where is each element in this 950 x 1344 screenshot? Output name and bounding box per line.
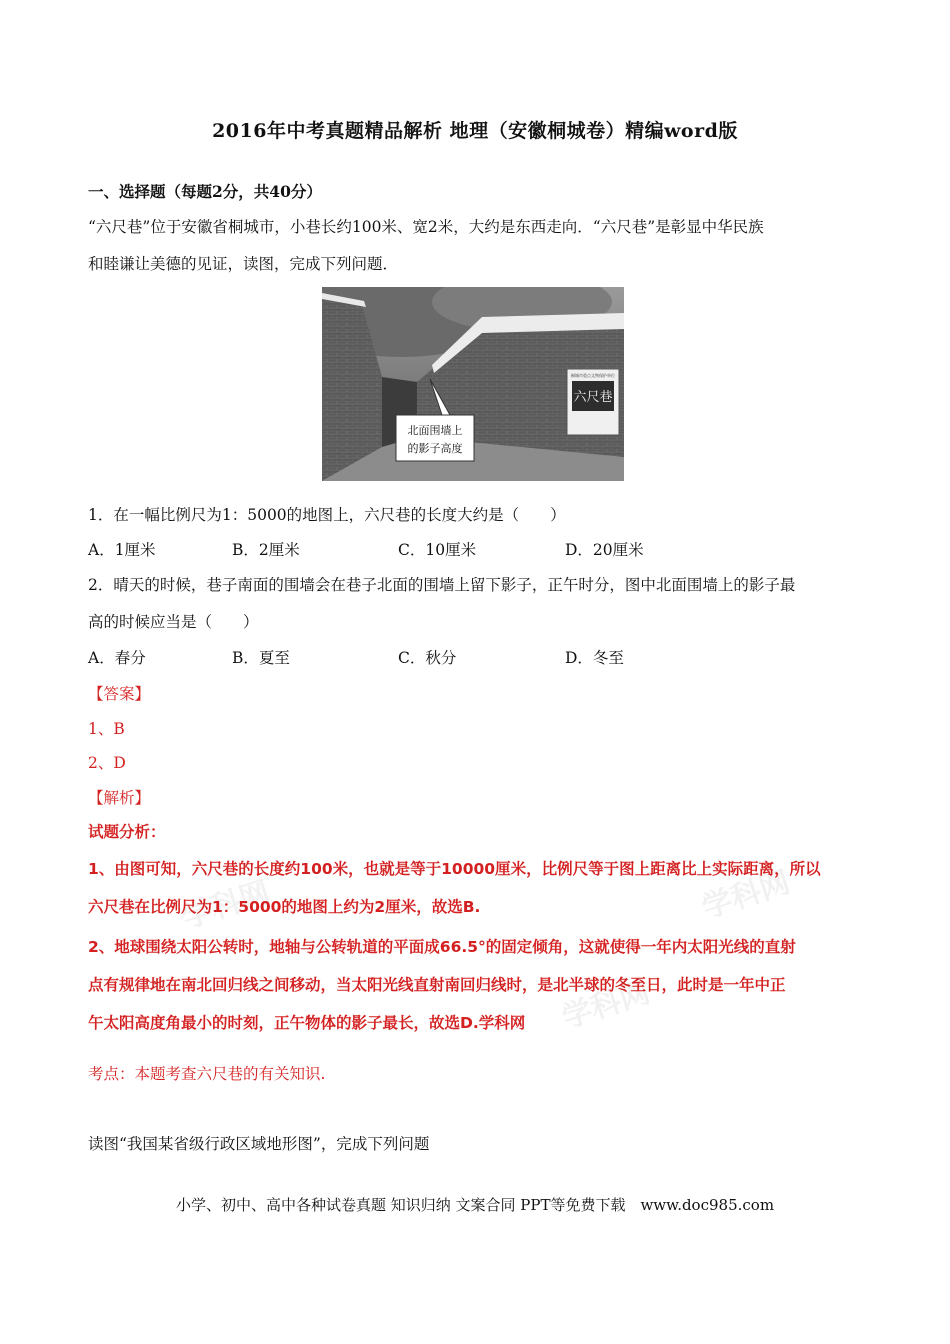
q1-option-b: B．2厘米 [232, 541, 300, 559]
q1-option-a: A．1厘米 [88, 541, 156, 559]
q2-option-d: D．冬至 [565, 649, 624, 667]
q2-option-c: C．秋分 [398, 649, 457, 667]
watermark: 学科网 [697, 864, 795, 926]
question-1-stem: 1．在一幅比例尺为1：5000的地图上，六尺巷的长度大约是（ ） [88, 506, 566, 524]
callout-text: 的影子高度 [407, 442, 463, 455]
analysis-text: 点有规律地在南北回归线之间移动，当太阳光线直射南回归线时，是北半球的冬至日，此时是一年中正 [88, 976, 786, 994]
alley-photo-illustration [322, 287, 624, 481]
callout-text: 北面围墙上 [407, 424, 463, 437]
q2-option-b: B．夏至 [232, 649, 290, 667]
intro-text: “六尺巷”位于安徽省桐城市，小巷长约100米、宽2米，大约是东西走向．“六尺巷”是彰显中华民族 [88, 218, 764, 236]
next-question-intro: 读图“我国某省级行政区域地形图”，完成下列问题 [88, 1135, 430, 1153]
intro-text: 和睦谦让美德的见证，读图，完成下列问题． [88, 255, 399, 273]
analysis-subheading: 试题分析： [88, 823, 166, 841]
section-heading: 一、选择题（每题2分，共40分） [88, 182, 322, 201]
analysis-text: 六尺巷在比例尺为1：5000的地图上约为2厘米，故选B. [88, 898, 481, 916]
plaque-small-text: 桐城市重点文物保护单位 [571, 373, 615, 378]
analysis-point: 考点：本题考查六尺巷的有关知识. [88, 1065, 326, 1083]
page-footer: 小学、初中、高中各种试卷真题 知识归纳 文案合同 PPT等免费下载 www.doc985.com [175, 1196, 775, 1214]
watermark: 学科网 [557, 974, 655, 1036]
answer-label: 【答案】 [88, 685, 151, 703]
analysis-text: 2、地球围绕太阳公转时，地轴与公转轨道的平面成66.5°的固定倾角，这就使得一年内太阳光线的直射 [88, 938, 796, 956]
q2-option-a: A．春分 [88, 649, 146, 667]
q1-option-d: D．20厘米 [565, 541, 644, 559]
watermark: 学科网 [177, 874, 275, 936]
answer-item: 2、D [88, 754, 126, 772]
question-2-stem: 2．晴天的时候，巷子南面的围墙会在巷子北面的围墙上留下影子，正午时分，图中北面围墙上的影子最 [88, 576, 796, 594]
plaque-text: 六尺巷 [573, 390, 613, 405]
analysis-text: 1、由图可知，六尺巷的长度约100米，也就是等于10000厘米，比例尺等于图上距离比上实际距离，所以 [88, 860, 821, 878]
alley-photo [322, 287, 624, 481]
analysis-text: 午太阳高度角最小的时刻，正午物体的影子最长，故选D.学科网 [88, 1014, 526, 1032]
answer-item: 1、B [88, 720, 125, 738]
analysis-label: 【解析】 [88, 789, 151, 807]
question-2-stem: 高的时候应当是（ ） [88, 613, 259, 631]
q1-option-c: C．10厘米 [398, 541, 477, 559]
page-title: 2016年中考真题精品解析 地理（安徽桐城卷）精编word版 [212, 120, 738, 142]
